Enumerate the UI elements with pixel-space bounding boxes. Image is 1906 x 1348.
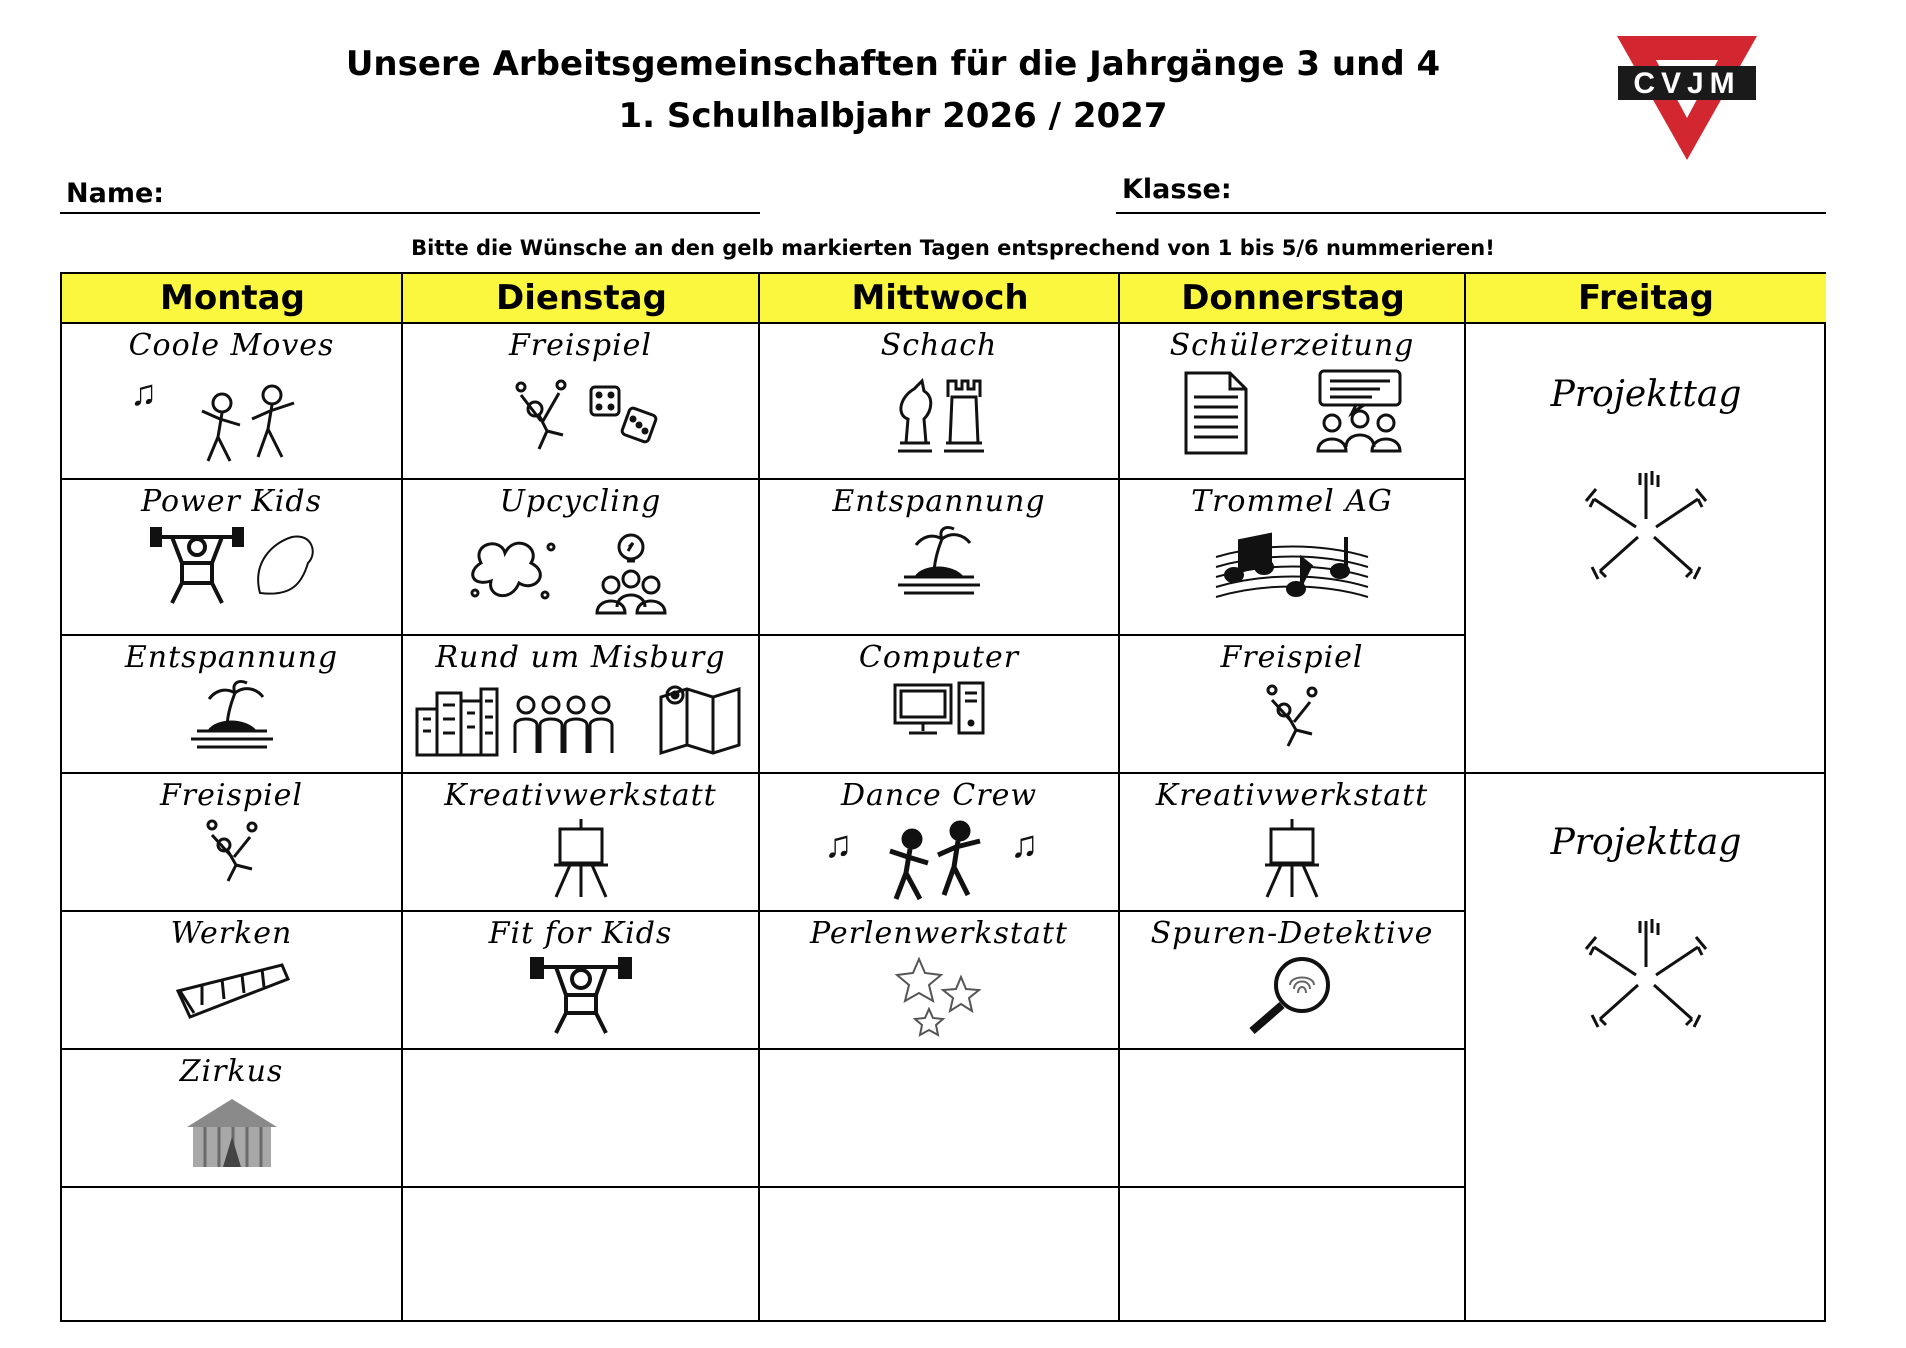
island-icon xyxy=(894,523,984,603)
header-freitag: Freitag xyxy=(1466,274,1826,324)
page-title: Unsere Arbeitsgemeinschaften für die Jahrgänge 3 und 4 xyxy=(345,44,1441,84)
cell-donnerstag-4[interactable] xyxy=(1120,774,1464,910)
activity-label: Projekttag xyxy=(1550,822,1742,863)
cvjm-logo xyxy=(1612,32,1762,162)
cell-dienstag-1[interactable] xyxy=(403,324,758,478)
cell-montag-4[interactable] xyxy=(62,774,401,910)
saw-icon xyxy=(172,955,292,1025)
activity-label: Trommel AG xyxy=(1191,484,1393,519)
cell-mittwoch-5[interactable] xyxy=(760,912,1118,1048)
cell-mittwoch-3[interactable] xyxy=(760,636,1118,772)
cell-donnerstag-2[interactable] xyxy=(1120,480,1464,634)
easel-icon xyxy=(546,817,616,899)
class-label: Klasse: xyxy=(1122,174,1232,205)
weightlifter-icon xyxy=(526,955,636,1037)
cell-dienstag-3[interactable] xyxy=(403,636,758,772)
cell-donnerstag-1[interactable] xyxy=(1120,324,1464,478)
header-donnerstag: Donnerstag xyxy=(1120,274,1466,324)
splash-idea-icon xyxy=(461,523,701,619)
activity-label: Kreativwerkstatt xyxy=(444,778,717,813)
activity-label: Power Kids xyxy=(141,484,322,519)
cell-dienstag-7[interactable] xyxy=(403,1188,758,1322)
cell-montag-2[interactable] xyxy=(62,480,401,634)
dancing-icon xyxy=(122,367,342,467)
activity-label: Rund um Misburg xyxy=(435,640,726,675)
chess-icon xyxy=(884,367,994,457)
svg-text:♫: ♫ xyxy=(824,824,853,866)
cell-dienstag-4[interactable] xyxy=(403,774,758,910)
cell-donnerstag-3[interactable] xyxy=(1120,636,1464,772)
hands-circle-icon xyxy=(1566,459,1726,599)
activity-label: Coole Moves xyxy=(128,328,335,363)
name-label: Name: xyxy=(66,178,165,209)
cell-donnerstag-6[interactable] xyxy=(1120,1050,1464,1186)
svg-text:CVJM: CVJM xyxy=(1633,67,1741,100)
newspaper-icon xyxy=(1172,367,1412,463)
cell-freitag-1[interactable] xyxy=(1466,374,1826,599)
activity-label: Projekttag xyxy=(1550,374,1742,415)
activity-label: Entspannung xyxy=(832,484,1046,519)
activity-label: Werken xyxy=(170,916,293,951)
cell-mittwoch-1[interactable] xyxy=(760,324,1118,478)
computer-icon xyxy=(889,679,989,739)
weightlifter-icon xyxy=(142,523,322,613)
circus-tent-icon xyxy=(177,1093,287,1173)
stars-icon xyxy=(889,955,989,1041)
cell-montag-1[interactable] xyxy=(62,324,401,478)
cell-montag-6[interactable] xyxy=(62,1050,401,1186)
cell-donnerstag-5[interactable] xyxy=(1120,912,1464,1048)
activity-label: Computer xyxy=(858,640,1020,675)
cell-montag-5[interactable] xyxy=(62,912,401,1048)
cell-dienstag-5[interactable] xyxy=(403,912,758,1048)
magnifier-fingerprint-icon xyxy=(1242,955,1342,1035)
header-montag: Montag xyxy=(62,274,403,324)
cell-mittwoch-7[interactable] xyxy=(760,1188,1118,1322)
activity-label: Freispiel xyxy=(508,328,653,363)
music-notes-icon xyxy=(1212,523,1372,605)
cell-mittwoch-4[interactable] xyxy=(760,774,1118,910)
class-field[interactable] xyxy=(1116,212,1826,214)
juggler-icon xyxy=(192,817,272,887)
cell-montag-7[interactable] xyxy=(62,1188,401,1322)
hands-circle-icon xyxy=(1566,907,1726,1047)
header-dienstag: Dienstag xyxy=(403,274,760,324)
page-subtitle: 1. Schulhalbjahr 2026 / 2027 xyxy=(618,96,1168,136)
activity-label: Freispiel xyxy=(159,778,304,813)
cell-donnerstag-7[interactable] xyxy=(1120,1188,1464,1322)
activity-label: Fit for Kids xyxy=(488,916,673,951)
activity-label: Zirkus xyxy=(179,1054,284,1089)
easel-icon xyxy=(1257,817,1327,899)
activity-label: Freispiel xyxy=(1220,640,1364,675)
svg-text:♫: ♫ xyxy=(129,372,157,413)
juggler-dice-icon xyxy=(491,367,671,463)
juggler-icon xyxy=(1252,679,1332,755)
name-field[interactable] xyxy=(60,212,760,214)
cell-mittwoch-2[interactable] xyxy=(760,480,1118,634)
activity-label: Upcycling xyxy=(499,484,662,519)
island-icon xyxy=(187,679,277,755)
activity-label: Perlenwerkstatt xyxy=(809,916,1068,951)
cell-montag-3[interactable] xyxy=(62,636,401,772)
activity-label: Kreativwerkstatt xyxy=(1155,778,1429,813)
instruction-text: Bitte die Wünsche an den gelb markierten Tagen entsprechend von 1 bis 5/6 nummerieren! xyxy=(411,236,1495,260)
header-mittwoch: Mittwoch xyxy=(760,274,1120,324)
activity-label: Entspannung xyxy=(124,640,339,675)
dancing-icon xyxy=(824,817,1054,903)
cell-dienstag-6[interactable] xyxy=(403,1050,758,1186)
cell-freitag-2[interactable] xyxy=(1466,822,1826,1047)
city-group-map-icon xyxy=(411,679,751,759)
activity-label: Dance Crew xyxy=(840,778,1038,813)
activity-label: Schülerzeitung xyxy=(1169,328,1415,363)
cell-dienstag-2[interactable] xyxy=(403,480,758,634)
svg-text:♫: ♫ xyxy=(1010,824,1039,866)
schedule-table xyxy=(60,272,1826,1322)
cell-mittwoch-6[interactable] xyxy=(760,1050,1118,1186)
activity-label: Spuren-Detektive xyxy=(1150,916,1434,951)
activity-label: Schach xyxy=(880,328,998,363)
